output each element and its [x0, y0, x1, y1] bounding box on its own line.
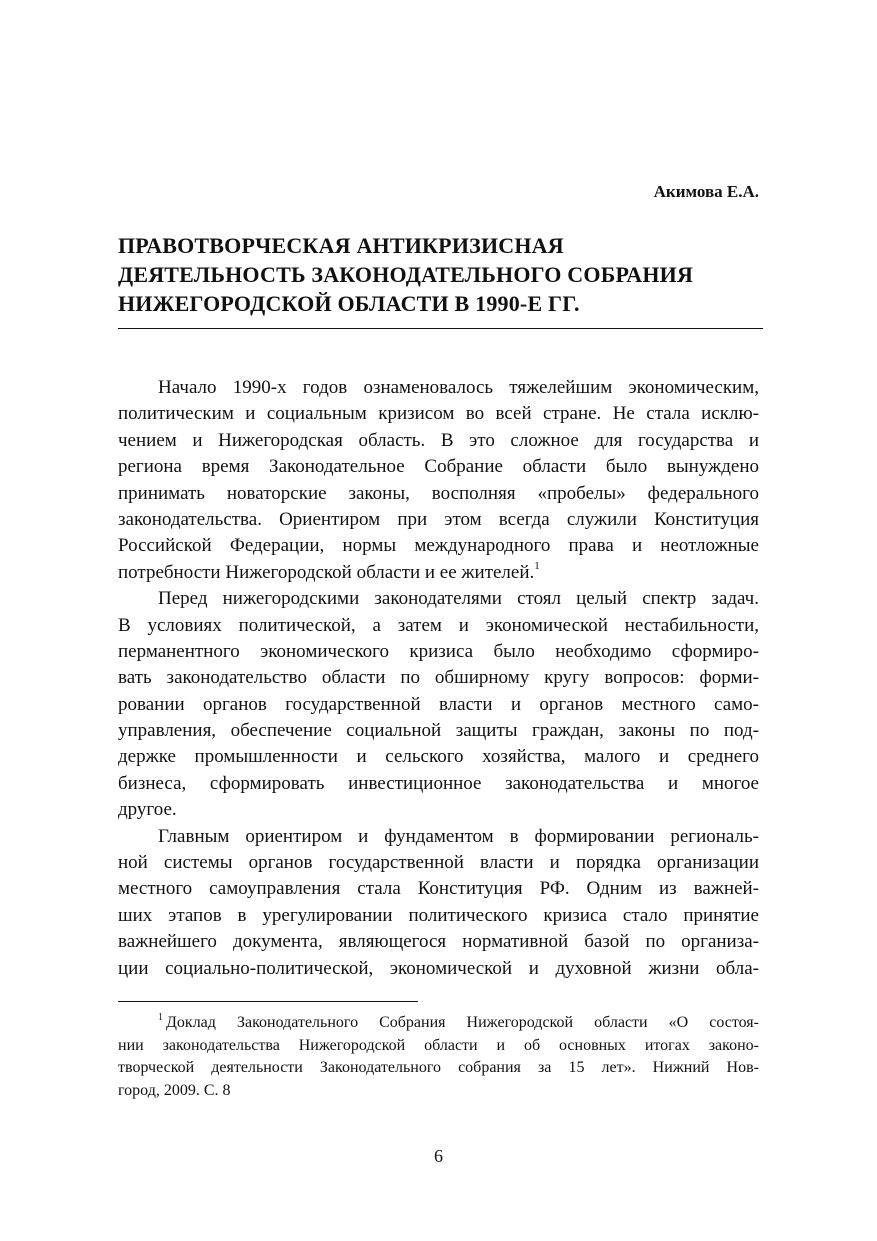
title-line: ДЕЯТЕЛЬНОСТЬ ЗАКОНОДАТЕЛЬНОГО СОБРАНИЯ — [118, 262, 694, 287]
text-line: В условиях политической, а затем и экономической нестабильности, — [118, 614, 759, 636]
text-line: управления, обеспечение социальной защиты граждан, законы по под- — [118, 720, 759, 742]
text-line: держке промышленности и сельского хозяйства, малого и среднего — [118, 746, 759, 768]
text-line: Главным ориентиром и фундаментом в формировании региональ- — [158, 825, 759, 847]
article-body — [118, 375, 759, 982]
text-line: законодательства. Ориентиром при этом всегда служили Конституция — [118, 508, 759, 530]
title-divider — [118, 328, 763, 329]
footnote-line: нии законодательства Нижегородской области и об основных итогах законо- — [118, 1036, 759, 1054]
text-line: ровании органов государственной власти и органов местного само- — [118, 693, 759, 715]
text-line: бизнеса, сформировать инвестиционное законодательства и многое — [118, 772, 759, 794]
text-line: ших этапов в урегулировании политического кризиса стало принятие — [118, 904, 759, 926]
paragraph-1 — [118, 375, 759, 586]
footnote-text: Доклад Законодательного Собрания Нижегородской области «О состоя- — [166, 1014, 759, 1031]
author-name: Акимова Е.А. — [653, 182, 759, 201]
footnote-line: город, 2009. С. 8 — [118, 1081, 231, 1099]
text-line: важнейшего документа, являющегося нормативной базой по организа- — [118, 931, 759, 953]
text-line: вать законодательство области по обширному кругу вопросов: форми- — [118, 667, 759, 689]
text-line: Начало 1990-х годов ознаменовалось тяжелейшим экономическим, — [158, 377, 759, 398]
footnote-reference[interactable]: 1 — [534, 559, 540, 572]
article-title — [118, 231, 768, 318]
text-line: принимать новаторские законы, восполняя «пробелы» федерального — [118, 482, 759, 504]
footnote-line: творческой деятельности Законодательного собрания за 15 лет». Нижний Нов- — [118, 1059, 759, 1076]
text-line-content: потребности Нижегородской области и ее жителей. — [118, 561, 535, 583]
page-number: 6 — [434, 1146, 443, 1166]
text-line: ной системы органов государственной власти и порядка организации — [118, 852, 759, 874]
text-line: Российской Федерации, нормы международного права и неотложные — [118, 535, 759, 557]
footnote — [118, 1012, 759, 1102]
title-line: ПРАВОТВОРЧЕСКАЯ АНТИКРИЗИСНАЯ — [118, 233, 564, 258]
footnote-divider — [118, 1001, 418, 1002]
text-line: чением и Нижегородская область. В это сложное для государства и — [118, 429, 759, 451]
text-line: местного самоуправления стала Конституция РФ. Одним из важней- — [118, 878, 759, 900]
footnote-line — [118, 1012, 759, 1035]
text-line: политическим и социальным кризисом во всей стране. Не стала исклю- — [118, 403, 759, 425]
text-line: ции социально-политической, экономической и духовной жизни обла- — [118, 957, 759, 979]
text-line: Перед нижегородскими законодателями стоял целый спектр задач. — [158, 588, 759, 610]
title-line: НИЖЕГОРОДСКОЙ ОБЛАСТИ В 1990-Е ГГ. — [118, 291, 580, 316]
text-line: перманентного экономического кризиса было необходимо сформиро- — [118, 640, 759, 662]
paragraph-3 — [118, 824, 759, 982]
text-line: региона время Законодательное Собрание области было вынуждено — [118, 456, 759, 478]
footnote-number: 1 — [158, 1012, 163, 1023]
text-line: другое. — [118, 799, 177, 821]
text-line — [118, 560, 759, 586]
paragraph-2 — [118, 586, 759, 824]
